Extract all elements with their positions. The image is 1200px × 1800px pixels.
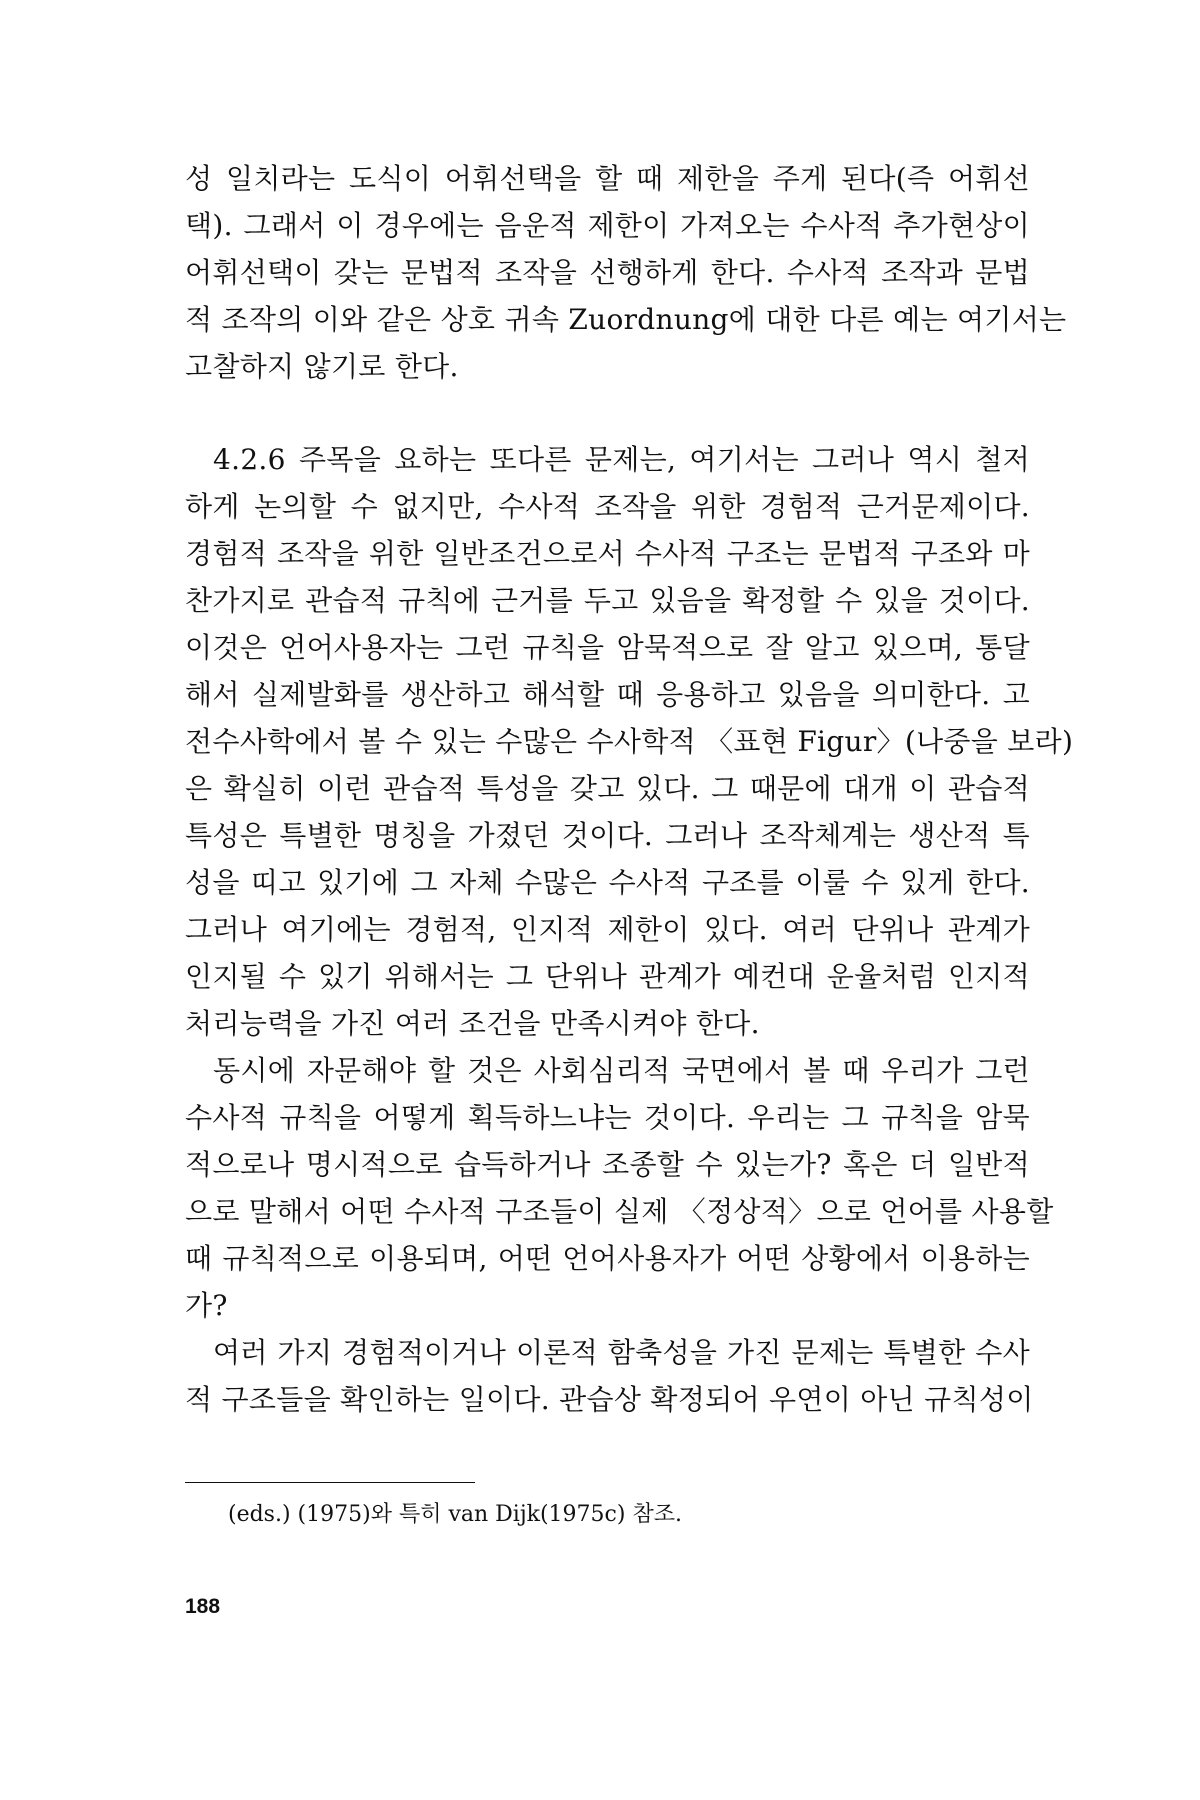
text-line: 그러나 여기에는 경험적, 인지적 제한이 있다. 여러 단위나 관계가 [185, 913, 1030, 946]
text-line: 적 구조들을 확인하는 일이다. 관습상 확정되어 우연이 아닌 규칙성이 [185, 1383, 1034, 1416]
text-line: 택). 그래서 이 경우에는 음운적 제한이 가져오는 수사적 추가현상이 [185, 209, 1030, 242]
paragraph [185, 155, 1067, 390]
paragraph [185, 1047, 1054, 1329]
text-line: 경험적 조작을 위한 일반조건으로서 수사적 구조는 문법적 구조와 마 [185, 537, 1030, 570]
section-paragraph [185, 436, 1074, 1047]
text-line: 적으로나 명시적으로 습득하거나 조종할 수 있는가? 혹은 더 일반적 [185, 1148, 1030, 1181]
text-line: 수사적 규칙을 어떻게 획득하느냐는 것이다. 우리는 그 규칙을 암묵 [185, 1101, 1030, 1134]
paragraph [185, 1329, 1034, 1423]
text-line: 고찰하지 않기로 한다. [185, 350, 459, 383]
text-line: 여러 가지 경험적이거나 이론적 함축성을 가진 문제는 특별한 수사 [213, 1336, 1030, 1369]
text-line: 성을 띠고 있기에 그 자체 수많은 수사적 구조를 이룰 수 있게 한다. [185, 866, 1030, 899]
text-line: 이것은 언어사용자는 그런 규칙을 암묵적으로 잘 알고 있으며, 통달 [185, 631, 1030, 664]
footnote-divider [185, 1482, 475, 1483]
text-line: 가? [185, 1289, 228, 1322]
page-body [185, 155, 1074, 1423]
text-line: 특성은 특별한 명칭을 가졌던 것이다. 그러나 조작체계는 생산적 특 [185, 819, 1030, 852]
text-line: 처리능력을 가진 여러 조건을 만족시켜야 한다. [185, 1007, 760, 1040]
text-line: 어휘선택이 갖는 문법적 조작을 선행하게 한다. 수사적 조작과 문법 [185, 256, 1030, 289]
paragraph-gap [185, 390, 1030, 436]
text-line: 성 일치라는 도식이 어휘선택을 할 때 제한을 주게 된다(즉 어휘선 [185, 162, 1030, 195]
text-line: 은 확실히 이런 관습적 특성을 갖고 있다. 그 때문에 대개 이 관습적 [185, 772, 1030, 805]
text-line: 인지될 수 있기 위해서는 그 단위나 관계가 예컨대 운율처럼 인지적 [185, 960, 1030, 993]
text-line: 적 조작의 이와 같은 상호 귀속 Zuordnung에 대한 다른 예는 여기서는 [185, 303, 1067, 336]
text-line: 때 규칙적으로 이용되며, 어떤 언어사용자가 어떤 상황에서 이용하는 [185, 1242, 1030, 1275]
text-line: 동시에 자문해야 할 것은 사회심리적 국면에서 볼 때 우리가 그런 [213, 1054, 1030, 1087]
section-heading-line: 4.2.6 주목을 요하는 또다른 문제는, 여기서는 그러나 역시 철저 [213, 443, 1030, 476]
text-line: 으로 말해서 어떤 수사적 구조들이 실제 〈정상적〉으로 언어를 사용할 [185, 1195, 1054, 1228]
text-line: 해서 실제발화를 생산하고 해석할 때 응용하고 있음을 의미한다. 고 [185, 678, 1030, 711]
footnote: (eds.) (1975)와 특히 van Dijk(1975c) 참조. [228, 1502, 682, 1527]
page-number: 188 [185, 1595, 221, 1618]
text-line: 찬가지로 관습적 규칙에 근거를 두고 있음을 확정할 수 있을 것이다. [185, 584, 1030, 617]
text-line: 하게 논의할 수 없지만, 수사적 조작을 위한 경험적 근거문제이다. [185, 490, 1030, 523]
text-line: 전수사학에서 볼 수 있는 수많은 수사학적 〈표현 Figur〉(나중을 보라) [185, 725, 1074, 758]
